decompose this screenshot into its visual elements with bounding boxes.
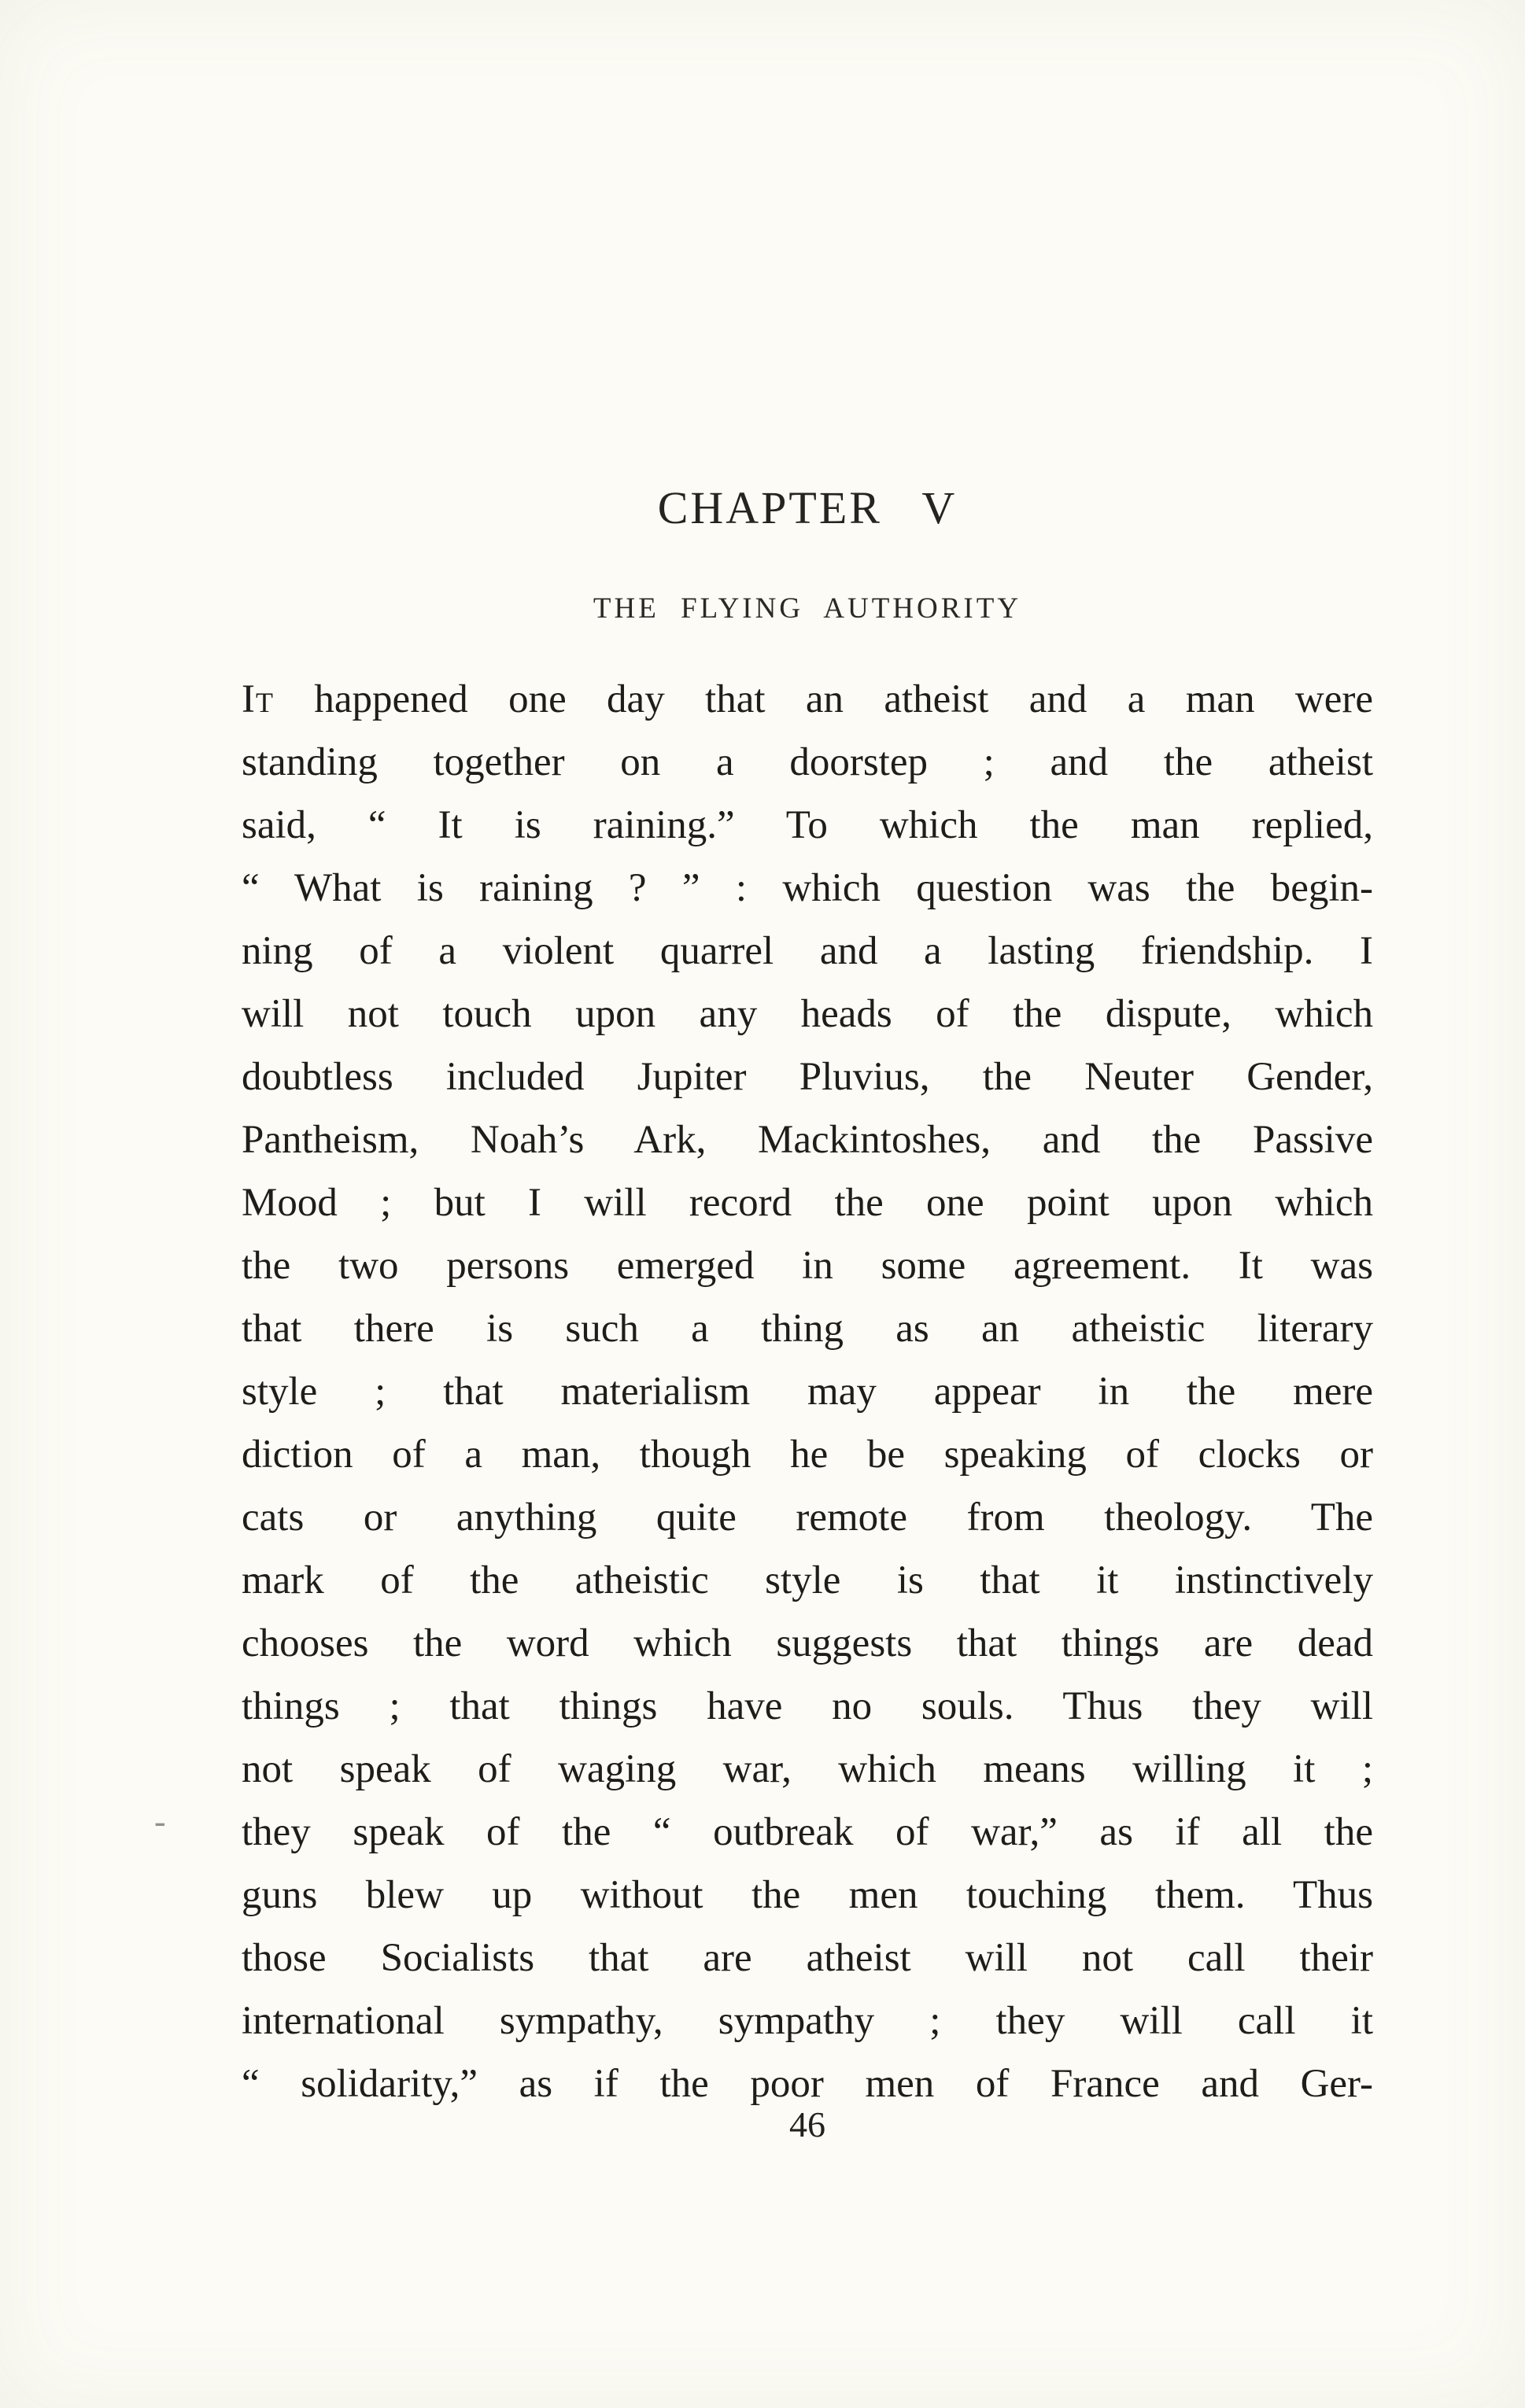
body-line: “ What is raining ? ” : which question was the begin- <box>242 866 1373 910</box>
page-number: 46 <box>789 2104 825 2144</box>
body-line: doubtless included Jupiter Pluvius, the Neuter Gender, <box>242 1055 1373 1099</box>
body-line: Mood ; but I will record the one point upon which <box>242 1181 1373 1225</box>
body-line: will not touch upon any heads of the dispute, which <box>242 992 1373 1036</box>
body-line: things ; that things have no souls. Thus they will <box>242 1684 1373 1728</box>
chapter-heading: CHAPTER V <box>657 482 958 533</box>
body-line: cats or anything quite remote from theology. The <box>242 1495 1373 1540</box>
body-line: that there is such a thing as an atheistic literary <box>242 1307 1373 1351</box>
body-line: Pantheism, Noah’s Ark, Mackintoshes, and the Passive <box>242 1118 1373 1162</box>
body-line: It happened one day that an atheist and a man were <box>242 677 1373 721</box>
body-line: guns blew up without the men touching them. Thus <box>242 1873 1373 1917</box>
section-title: THE FLYING AUTHORITY <box>593 592 1022 625</box>
body-line: ning of a violent quarrel and a lasting friendship. I <box>242 929 1373 973</box>
body-line: “ solidarity,” as if the poor men of France and Ger- <box>242 2062 1373 2106</box>
body-line: not speak of waging war, which means willing it ; <box>242 1747 1373 1791</box>
body-line: standing together on a doorstep ; and the atheist <box>242 740 1373 784</box>
body-line: the two persons emerged in some agreement. It was <box>242 1244 1373 1288</box>
margin-artifact: - <box>154 1802 166 1841</box>
lead-word: It <box>242 677 274 721</box>
body-line: said, “ It is raining.” To which the man replied, <box>242 803 1373 847</box>
body-line: international sympathy, sympathy ; they will call it <box>242 1999 1373 2043</box>
body-line: they speak of the “ outbreak of war,” as if all the <box>242 1810 1373 1854</box>
body-line: style ; that materialism may appear in the mere <box>242 1370 1373 1414</box>
body-line: diction of a man, though he be speaking of clocks or <box>242 1433 1373 1477</box>
body-line: mark of the atheistic style is that it instinctively <box>242 1558 1373 1602</box>
body-text <box>242 668 1373 2115</box>
body-line: chooses the word which suggests that things are dead <box>242 1621 1373 1665</box>
body-line: those Socialists that are atheist will not call their <box>242 1936 1373 1980</box>
